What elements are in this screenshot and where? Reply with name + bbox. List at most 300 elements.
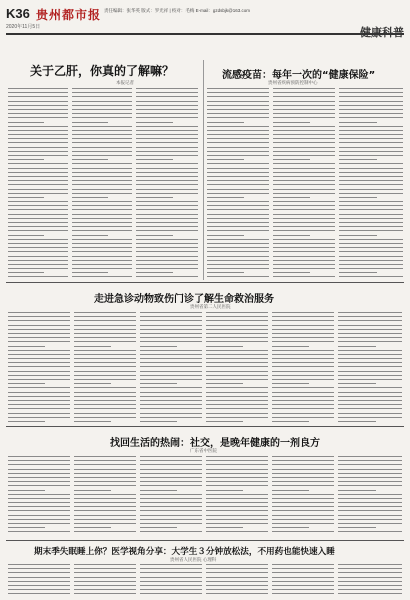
text-line [72, 201, 132, 202]
text-line [136, 126, 198, 127]
text-line [272, 379, 334, 380]
text-line [273, 243, 335, 244]
text-line [338, 417, 402, 418]
text-line [339, 209, 403, 210]
text-line [140, 371, 202, 372]
text-line [72, 176, 132, 177]
text-line [74, 346, 111, 347]
text-line [272, 362, 334, 363]
text-line [272, 371, 334, 372]
text-line [8, 197, 44, 198]
text-line [8, 413, 70, 414]
text-line [74, 506, 136, 507]
text-line [207, 193, 269, 194]
text-line [273, 214, 335, 215]
text-line [140, 531, 202, 532]
text-line [8, 456, 70, 457]
text-line [272, 490, 309, 491]
text-line [338, 383, 376, 384]
text-line [74, 333, 136, 334]
text-line [339, 151, 403, 152]
article-byline: 本报记者 [116, 80, 134, 85]
text-line [140, 494, 202, 495]
text-line [72, 239, 132, 240]
text-line [136, 122, 173, 123]
section-title [360, 24, 404, 40]
text-line [72, 117, 132, 118]
text-line [206, 456, 268, 457]
text-line [206, 350, 268, 351]
text-line [206, 564, 268, 565]
text-line [136, 264, 198, 265]
text-line [72, 189, 132, 190]
text-line [273, 176, 335, 177]
text-line [8, 421, 45, 422]
text-line [136, 268, 198, 269]
text-line [206, 383, 243, 384]
text-line [272, 581, 334, 582]
text-line [272, 598, 309, 599]
text-line [272, 329, 334, 330]
text-line [140, 400, 202, 401]
text-line [72, 184, 132, 185]
text-line [273, 197, 310, 198]
text-line [339, 134, 403, 135]
text-line [206, 320, 268, 321]
text-line [74, 413, 136, 414]
text-line [8, 176, 68, 177]
text-line [272, 346, 309, 347]
text-line [136, 109, 198, 110]
text-line [273, 113, 335, 114]
text-line [136, 147, 198, 148]
text-line [8, 105, 68, 106]
text-line [207, 88, 269, 89]
text-line [140, 490, 177, 491]
text-line [339, 142, 403, 143]
text-line [273, 142, 335, 143]
text-line [140, 593, 202, 594]
text-line [72, 226, 132, 227]
text-line [72, 155, 132, 156]
text-line [338, 371, 402, 372]
text-line [206, 572, 268, 573]
text-line [140, 316, 202, 317]
text-line [140, 392, 202, 393]
text-line [207, 184, 269, 185]
article-headline: 找回生活的热闹：社交，是晚年健康的一剂良方 [110, 438, 320, 449]
text-line [74, 354, 136, 355]
text-line [206, 510, 268, 511]
text-line [74, 325, 136, 326]
text-line [8, 341, 70, 342]
text-line [8, 122, 44, 123]
text-line [140, 379, 202, 380]
text-line [338, 568, 402, 569]
text-line [74, 312, 136, 313]
text-line [339, 138, 403, 139]
text-line [8, 362, 70, 363]
text-line [8, 256, 68, 257]
article-body [206, 564, 268, 598]
text-line [339, 159, 377, 160]
text-line [8, 268, 68, 269]
text-line [339, 155, 403, 156]
text-line [136, 189, 198, 190]
text-line [206, 404, 268, 405]
article-headline: 走进急诊动物致伤门诊了解生命救治服务 [94, 294, 274, 305]
text-line [72, 126, 132, 127]
text-line [273, 209, 335, 210]
text-line [339, 239, 403, 240]
text-line [8, 568, 70, 569]
text-line [272, 396, 334, 397]
text-line [8, 138, 68, 139]
text-line [207, 117, 269, 118]
text-line [140, 404, 202, 405]
text-line [140, 312, 202, 313]
text-line [136, 256, 198, 257]
text-line [72, 256, 132, 257]
text-line [8, 329, 70, 330]
text-line [8, 172, 68, 173]
text-line [8, 312, 70, 313]
text-line [74, 589, 136, 590]
text-line [8, 337, 70, 338]
article-body [207, 88, 269, 278]
text-line [206, 366, 268, 367]
text-line [74, 481, 136, 482]
text-line [8, 577, 70, 578]
text-line [338, 589, 402, 590]
text-line [8, 130, 68, 131]
text-line [339, 147, 403, 148]
text-line [140, 325, 202, 326]
text-line [8, 510, 70, 511]
text-line [339, 117, 403, 118]
text-line [8, 251, 68, 252]
text-line [272, 421, 309, 422]
text-line [273, 251, 335, 252]
text-line [273, 147, 335, 148]
text-line [140, 469, 202, 470]
text-line [273, 239, 335, 240]
text-line [74, 494, 136, 495]
text-line [74, 421, 111, 422]
text-line [338, 481, 402, 482]
text-line [74, 515, 136, 516]
article-body [8, 456, 70, 536]
text-line [136, 193, 198, 194]
text-line [74, 375, 136, 376]
text-line [136, 243, 198, 244]
text-line [74, 581, 136, 582]
article-body [74, 564, 136, 598]
text-line [140, 527, 177, 528]
text-line [74, 383, 111, 384]
text-line [136, 197, 173, 198]
text-line [272, 473, 334, 474]
text-line [8, 464, 70, 465]
text-line [339, 126, 403, 127]
text-line [8, 247, 68, 248]
text-line [140, 333, 202, 334]
text-line [8, 276, 68, 277]
text-line [8, 101, 68, 102]
text-line [8, 113, 68, 114]
text-line [74, 400, 136, 401]
text-line [74, 366, 136, 367]
text-line [140, 572, 202, 573]
text-line [140, 581, 202, 582]
text-line [72, 272, 108, 273]
text-line [339, 243, 403, 244]
text-line [136, 163, 198, 164]
text-line [338, 358, 402, 359]
text-line [140, 598, 177, 599]
text-line [273, 201, 335, 202]
text-line [74, 316, 136, 317]
text-line [136, 247, 198, 248]
text-line [338, 577, 402, 578]
text-line [207, 214, 269, 215]
text-line [339, 92, 403, 93]
text-line [8, 527, 45, 528]
text-line [74, 564, 136, 565]
article-byline: 广东省中医院 [190, 448, 217, 453]
text-line [72, 168, 132, 169]
text-line [8, 485, 70, 486]
text-line [272, 375, 334, 376]
text-line [72, 134, 132, 135]
text-line [8, 92, 68, 93]
text-line [272, 502, 334, 503]
text-line [273, 260, 335, 261]
text-line [207, 222, 269, 223]
text-line [74, 498, 136, 499]
text-line [74, 408, 136, 409]
text-line [206, 494, 268, 495]
text-line [74, 519, 136, 520]
text-line [74, 387, 136, 388]
text-line [72, 105, 132, 106]
article-body [140, 456, 202, 536]
text-line [136, 239, 198, 240]
text-line [207, 189, 269, 190]
text-line [140, 417, 202, 418]
text-line [273, 168, 335, 169]
article-body [273, 88, 335, 278]
text-line [8, 134, 68, 135]
text-line [206, 523, 268, 524]
text-line [338, 464, 402, 465]
text-line [8, 226, 68, 227]
text-line [140, 375, 202, 376]
text-line [8, 494, 70, 495]
text-line [140, 421, 177, 422]
text-line [72, 180, 132, 181]
article-body [74, 312, 136, 422]
text-line [339, 272, 377, 273]
text-line [206, 316, 268, 317]
text-line [207, 96, 269, 97]
text-line [136, 151, 198, 152]
text-line [207, 163, 269, 164]
text-line [140, 329, 202, 330]
text-line [74, 531, 136, 532]
text-line [272, 593, 334, 594]
text-line [8, 316, 70, 317]
text-line [140, 510, 202, 511]
text-line [339, 251, 403, 252]
text-line [74, 417, 136, 418]
text-line [8, 151, 68, 152]
text-line [136, 105, 198, 106]
text-line [207, 159, 244, 160]
text-line [72, 230, 132, 231]
text-line [338, 350, 402, 351]
text-line [206, 568, 268, 569]
text-line [136, 159, 173, 160]
text-line [8, 473, 70, 474]
text-line [207, 205, 269, 206]
text-line [140, 396, 202, 397]
article-body [272, 564, 334, 598]
text-line [74, 464, 136, 465]
text-line [272, 515, 334, 516]
text-line [273, 159, 310, 160]
text-line [136, 214, 198, 215]
text-line [136, 222, 198, 223]
text-line [72, 142, 132, 143]
text-line [206, 325, 268, 326]
text-line [8, 519, 70, 520]
text-line [8, 392, 70, 393]
text-line [207, 155, 269, 156]
text-line [140, 337, 202, 338]
text-line [207, 230, 269, 231]
text-line [272, 485, 334, 486]
text-line [339, 230, 403, 231]
text-line [8, 159, 44, 160]
text-line [72, 159, 108, 160]
text-line [136, 251, 198, 252]
text-line [136, 209, 198, 210]
text-line [339, 205, 403, 206]
text-line [8, 408, 70, 409]
text-line [140, 477, 202, 478]
text-line [136, 226, 198, 227]
text-line [272, 464, 334, 465]
text-line [206, 598, 243, 599]
text-line [72, 130, 132, 131]
text-line [272, 572, 334, 573]
text-line [338, 519, 402, 520]
text-line [136, 130, 198, 131]
text-line [8, 481, 70, 482]
text-line [72, 235, 108, 236]
text-line [136, 142, 198, 143]
text-line [136, 155, 198, 156]
text-line [207, 130, 269, 131]
text-line [273, 105, 335, 106]
text-line [207, 172, 269, 173]
text-line [8, 117, 68, 118]
text-line [273, 193, 335, 194]
text-line [338, 473, 402, 474]
text-line [72, 205, 132, 206]
text-line [207, 147, 269, 148]
text-line [8, 333, 70, 334]
text-line [206, 485, 268, 486]
text-line [74, 456, 136, 457]
text-line [8, 346, 45, 347]
text-line [8, 96, 68, 97]
text-line [338, 477, 402, 478]
text-line [140, 506, 202, 507]
text-line [140, 320, 202, 321]
text-line [8, 184, 68, 185]
text-line [272, 333, 334, 334]
text-line [272, 510, 334, 511]
text-line [338, 316, 402, 317]
text-line [74, 473, 136, 474]
text-line [136, 138, 198, 139]
text-line [136, 117, 198, 118]
article-body [140, 564, 202, 598]
text-line [8, 189, 68, 190]
text-line [136, 205, 198, 206]
text-line [339, 122, 377, 123]
text-line [140, 346, 177, 347]
text-line [8, 126, 68, 127]
text-line [339, 268, 403, 269]
page-number: K36 [6, 6, 30, 21]
text-line [338, 510, 402, 511]
text-line [207, 264, 269, 265]
text-line [72, 96, 132, 97]
text-line [338, 456, 402, 457]
text-line [338, 392, 402, 393]
text-line [72, 268, 132, 269]
text-line [273, 189, 335, 190]
text-line [338, 498, 402, 499]
text-line [272, 498, 334, 499]
text-line [8, 209, 68, 210]
text-line [140, 519, 202, 520]
text-line [74, 337, 136, 338]
text-line [339, 189, 403, 190]
text-line [207, 226, 269, 227]
text-line [338, 387, 402, 388]
text-line [272, 494, 334, 495]
text-line [207, 101, 269, 102]
text-line [74, 527, 111, 528]
text-line [206, 464, 268, 465]
text-line [339, 96, 403, 97]
text-line [273, 222, 335, 223]
text-line [338, 379, 402, 380]
text-line [338, 354, 402, 355]
text-line [207, 247, 269, 248]
text-line [74, 329, 136, 330]
text-line [272, 481, 334, 482]
text-line [8, 358, 70, 359]
text-line [339, 101, 403, 102]
text-line [74, 510, 136, 511]
text-line [72, 260, 132, 261]
text-line [338, 366, 402, 367]
